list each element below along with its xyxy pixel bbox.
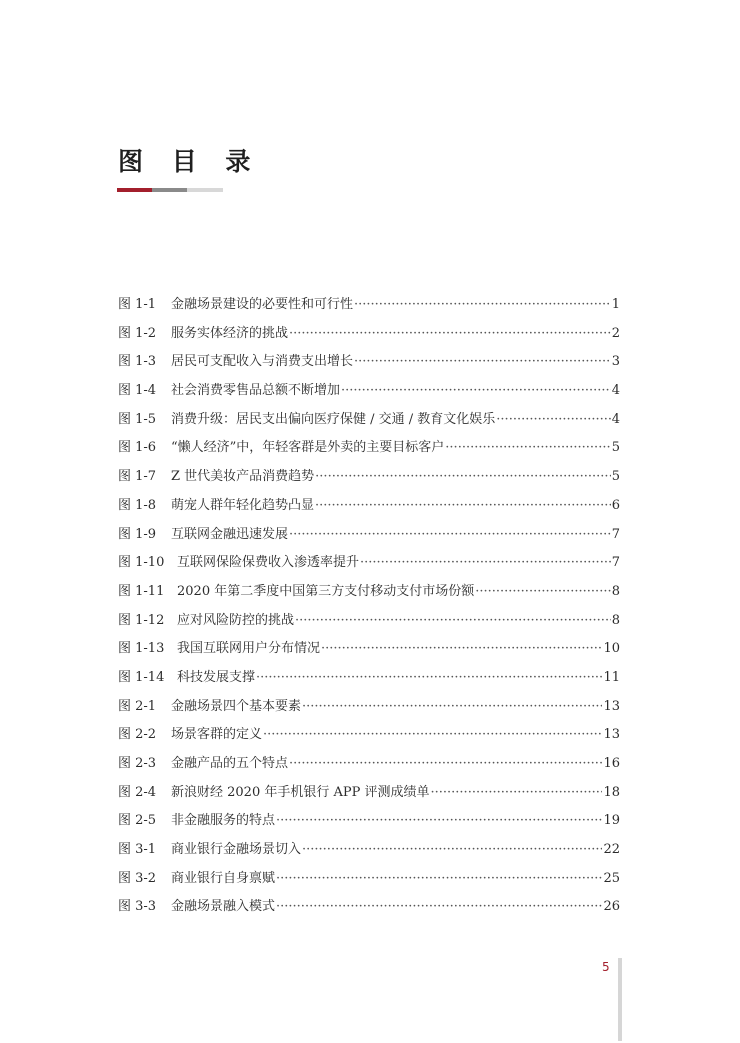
dot-leader [315, 467, 611, 487]
toc-entry[interactable] [118, 352, 620, 381]
figure-title: 我国互联网用户分布情况 [177, 641, 321, 657]
dot-leader [276, 811, 602, 831]
page-ref: 7 [611, 526, 620, 542]
toc-entry[interactable] [118, 467, 620, 496]
toc-entry[interactable] [118, 553, 620, 582]
title-underline [117, 188, 223, 192]
dot-leader [315, 496, 611, 516]
toc-entry[interactable] [118, 697, 620, 726]
toc-entry[interactable] [118, 324, 620, 353]
page-title: 图 目 录 [118, 147, 261, 176]
figure-title: 应对风险防控的挑战 [177, 612, 295, 628]
dot-leader [289, 324, 611, 344]
page-ref: 26 [603, 899, 620, 915]
dot-leader [321, 639, 602, 659]
figure-title: 居民可支配收入与消费支出增长 [171, 354, 354, 370]
toc-entry[interactable] [118, 295, 620, 324]
figure-title: 非金融服务的特点 [171, 813, 276, 829]
toc-entry[interactable] [118, 438, 620, 467]
dot-leader [295, 611, 611, 631]
page-ref: 16 [603, 756, 620, 771]
dot-leader [475, 582, 611, 602]
toc-entry[interactable] [118, 811, 620, 840]
dot-leader [289, 754, 602, 774]
page-ref: 19 [603, 813, 620, 829]
figure-title: 萌宠人群年轻化趋势凸显 [171, 497, 315, 513]
toc-entry[interactable] [118, 582, 620, 611]
figure-number: 图 1-4 [118, 383, 157, 399]
page-number: 5 [602, 960, 610, 974]
toc-entry[interactable] [118, 754, 620, 783]
dot-leader [256, 668, 602, 688]
dot-leader [360, 553, 611, 573]
toc-entry[interactable] [118, 725, 620, 754]
toc-entry[interactable] [118, 381, 620, 410]
dot-leader [354, 295, 611, 315]
figure-title: 2020 年第二季度中国第三方支付移动支付市场份额 [177, 583, 475, 599]
figure-title: 消费升级：居民支出偏向医疗保健 / 交通 / 教育文化娱乐 [171, 411, 496, 427]
page-ref: 13 [603, 698, 620, 714]
figure-number: 图 3-2 [118, 870, 157, 886]
page-ref: 4 [611, 411, 620, 427]
figure-list [118, 295, 620, 926]
figure-number: 图 2-5 [118, 813, 157, 829]
dot-leader [276, 869, 602, 889]
dot-leader [302, 840, 602, 860]
toc-entry[interactable] [118, 668, 620, 697]
figure-title: 金融场景四个基本要素 [171, 698, 302, 714]
figure-number: 图 1-14 [118, 669, 165, 685]
figure-title: Z 世代美妆产品消费趋势 [171, 469, 315, 485]
toc-entry[interactable] [118, 639, 620, 668]
page-ref: 3 [611, 354, 620, 370]
figure-title: 新浪财经 2020 年手机银行 APP 评测成绩单 [171, 784, 430, 800]
figure-number: 图 1-11 [118, 583, 165, 599]
dot-leader [289, 525, 611, 545]
dot-leader [354, 352, 611, 372]
dot-leader [302, 697, 602, 717]
figure-number: 图 1-9 [118, 526, 157, 542]
figure-title: 互联网保险保费收入渗透率提升 [177, 555, 360, 571]
figure-title: 商业银行自身禀赋 [171, 870, 276, 886]
page-ref: 6 [611, 497, 620, 513]
dot-leader [341, 381, 611, 401]
toc-entry[interactable] [118, 897, 620, 926]
page-ref: 13 [603, 727, 620, 743]
page-ref: 8 [611, 612, 620, 628]
toc-entry[interactable] [118, 496, 620, 525]
figure-title: 互联网金融迅速发展 [171, 526, 289, 542]
figure-number: 图 1-1 [118, 297, 157, 312]
dot-leader [431, 783, 603, 803]
toc-entry[interactable] [118, 611, 620, 640]
page-ref: 7 [611, 555, 620, 571]
figure-number: 图 1-10 [118, 555, 165, 571]
figure-number: 图 1-12 [118, 612, 165, 628]
page-ref: 2 [611, 325, 620, 341]
figure-number: 图 3-3 [118, 899, 157, 915]
figure-number: 图 2-1 [118, 698, 157, 714]
page-ref: 5 [611, 440, 620, 456]
figure-number: 图 3-1 [118, 842, 157, 858]
figure-number: 图 1-13 [118, 641, 165, 657]
figure-number: 图 1-6 [118, 440, 157, 456]
figure-number: 图 2-4 [118, 784, 157, 800]
figure-number: 图 1-3 [118, 354, 157, 370]
underline-light-segment [187, 188, 223, 192]
figure-title: 商业银行金融场景切入 [171, 842, 302, 858]
page-ref: 25 [603, 870, 620, 886]
figure-number: 图 1-8 [118, 497, 157, 513]
figure-title: 场景客群的定义 [171, 727, 263, 743]
figure-number: 图 1-2 [118, 325, 157, 341]
underline-gray-segment [152, 188, 187, 192]
dot-leader [276, 897, 602, 917]
page-ref: 18 [603, 784, 620, 800]
figure-title: 服务实体经济的挑战 [171, 325, 289, 341]
page-ref: 4 [611, 383, 620, 399]
toc-entry[interactable] [118, 410, 620, 439]
figure-title: 金融场景融入模式 [171, 899, 276, 915]
toc-entry[interactable] [118, 869, 620, 898]
dot-leader [445, 438, 610, 458]
page-ref: 1 [611, 297, 620, 312]
page-ref: 11 [603, 669, 620, 685]
toc-entry[interactable] [118, 783, 620, 812]
footer-rule [618, 958, 622, 1041]
toc-entry[interactable] [118, 840, 620, 869]
toc-entry[interactable] [118, 525, 620, 554]
figure-number: 图 1-7 [118, 469, 157, 485]
figure-title: 科技发展支撑 [177, 669, 256, 685]
page-ref: 10 [603, 641, 620, 657]
figure-title: “懒人经济”中，年轻客群是外卖的主要目标客户 [171, 440, 445, 456]
dot-leader [263, 725, 602, 745]
figure-number: 图 1-5 [118, 411, 157, 427]
figure-number: 图 2-2 [118, 727, 157, 743]
dot-leader [496, 410, 610, 430]
figure-title: 金融产品的五个特点 [171, 756, 289, 771]
page-ref: 8 [611, 583, 620, 599]
figure-title: 金融场景建设的必要性和可行性 [171, 297, 354, 312]
underline-red-segment [117, 188, 152, 192]
page-ref: 5 [611, 469, 620, 485]
figure-number: 图 2-3 [118, 756, 157, 771]
figure-title: 社会消费零售品总额不断增加 [171, 383, 341, 399]
page-ref: 22 [603, 842, 620, 858]
